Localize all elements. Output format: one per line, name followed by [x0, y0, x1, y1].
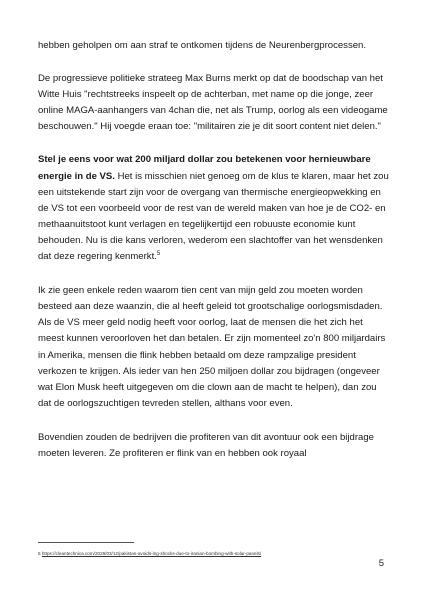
paragraph-renewable-energy: [38, 152, 390, 265]
paragraph-max-burns-quote: De progressieve politieke strateeg Max Burns merkt op dat de boodschap van het Witte Huis "rechtstreeks inspeelt op de achterban, met name op die jonge, zeer online MAGA-aanhangers van 4chan die, net als Trump, oorlog als een videogame beschouwen." Hij voegde eraan toe: "militairen zie je dit soort content niet delen.": [38, 73, 388, 133]
footnote-link[interactable]: https://cleantechnica.com/2026/03/12/pakistan-avoids-lng-shocks-due-to-iranian-bombing-with-solar-panels/: [41, 551, 262, 556]
paragraph-companies: Bovendien zouden de bedrijven die profiteren van dit avontuur ook een bijdrage moeten leveren. Ze profiteren er flink van en hebben ook royaal: [38, 431, 374, 459]
paragraph-lead-bold: Stel je eens voor wat 200 miljard dollar zou betekenen voor hernieuwbare energie in de VS.: [38, 154, 371, 182]
footnote-reference[interactable]: 5: [156, 251, 161, 258]
footnote-divider: [38, 542, 134, 543]
paragraph-continuation: hebben geholpen om aan straf te ontkomen tijdens de Neurenbergprocessen.: [38, 40, 366, 51]
paragraph-body: Het is misschien niet genoeg om de klus te klaren, maar het zou een uitstekende start zijn voor de overgang van thermische energieopwekking en de VS tot een voorbeeld voor de rest van de wereld maken van hoe je de CO2- en methaanuitstoot kunt verlagen en tegelijkertijd een robuuste economie kunt behouden. Nu is die kans verloren, wederom een slachtoffer van het wensdenken dat deze regering kenmerkt.: [38, 170, 389, 263]
paragraph-billionaires: Ik zie geen enkele reden waarom tien cent van mijn geld zou moeten worden besteed aan deze waanzin, die al heeft geleid tot grootschalige oorlogsmisdaden. Als de VS meer geld nodig heeft voor oorlog, laat de mensen die het zich het meest kunnen veroorloven het dan betalen. Er zijn momenteel zo'n 800 miljardairs in Amerika, mensen die flink hebben betaald om deze rampzalige president verkozen te krijgen. Als ieder van hen 250 miljoen dollar zou bijdragen (ongeveer wat Elon Musk heeft uitgegeven om die clown aan de macht te helpen), dan zou dat de oorlogszuchtigen tevreden stellen, althans voor even.: [38, 285, 386, 409]
footnote-number: 5: [38, 551, 41, 556]
page-number: 5: [378, 558, 384, 569]
footnote: [38, 551, 398, 557]
body-text: [38, 38, 390, 478]
